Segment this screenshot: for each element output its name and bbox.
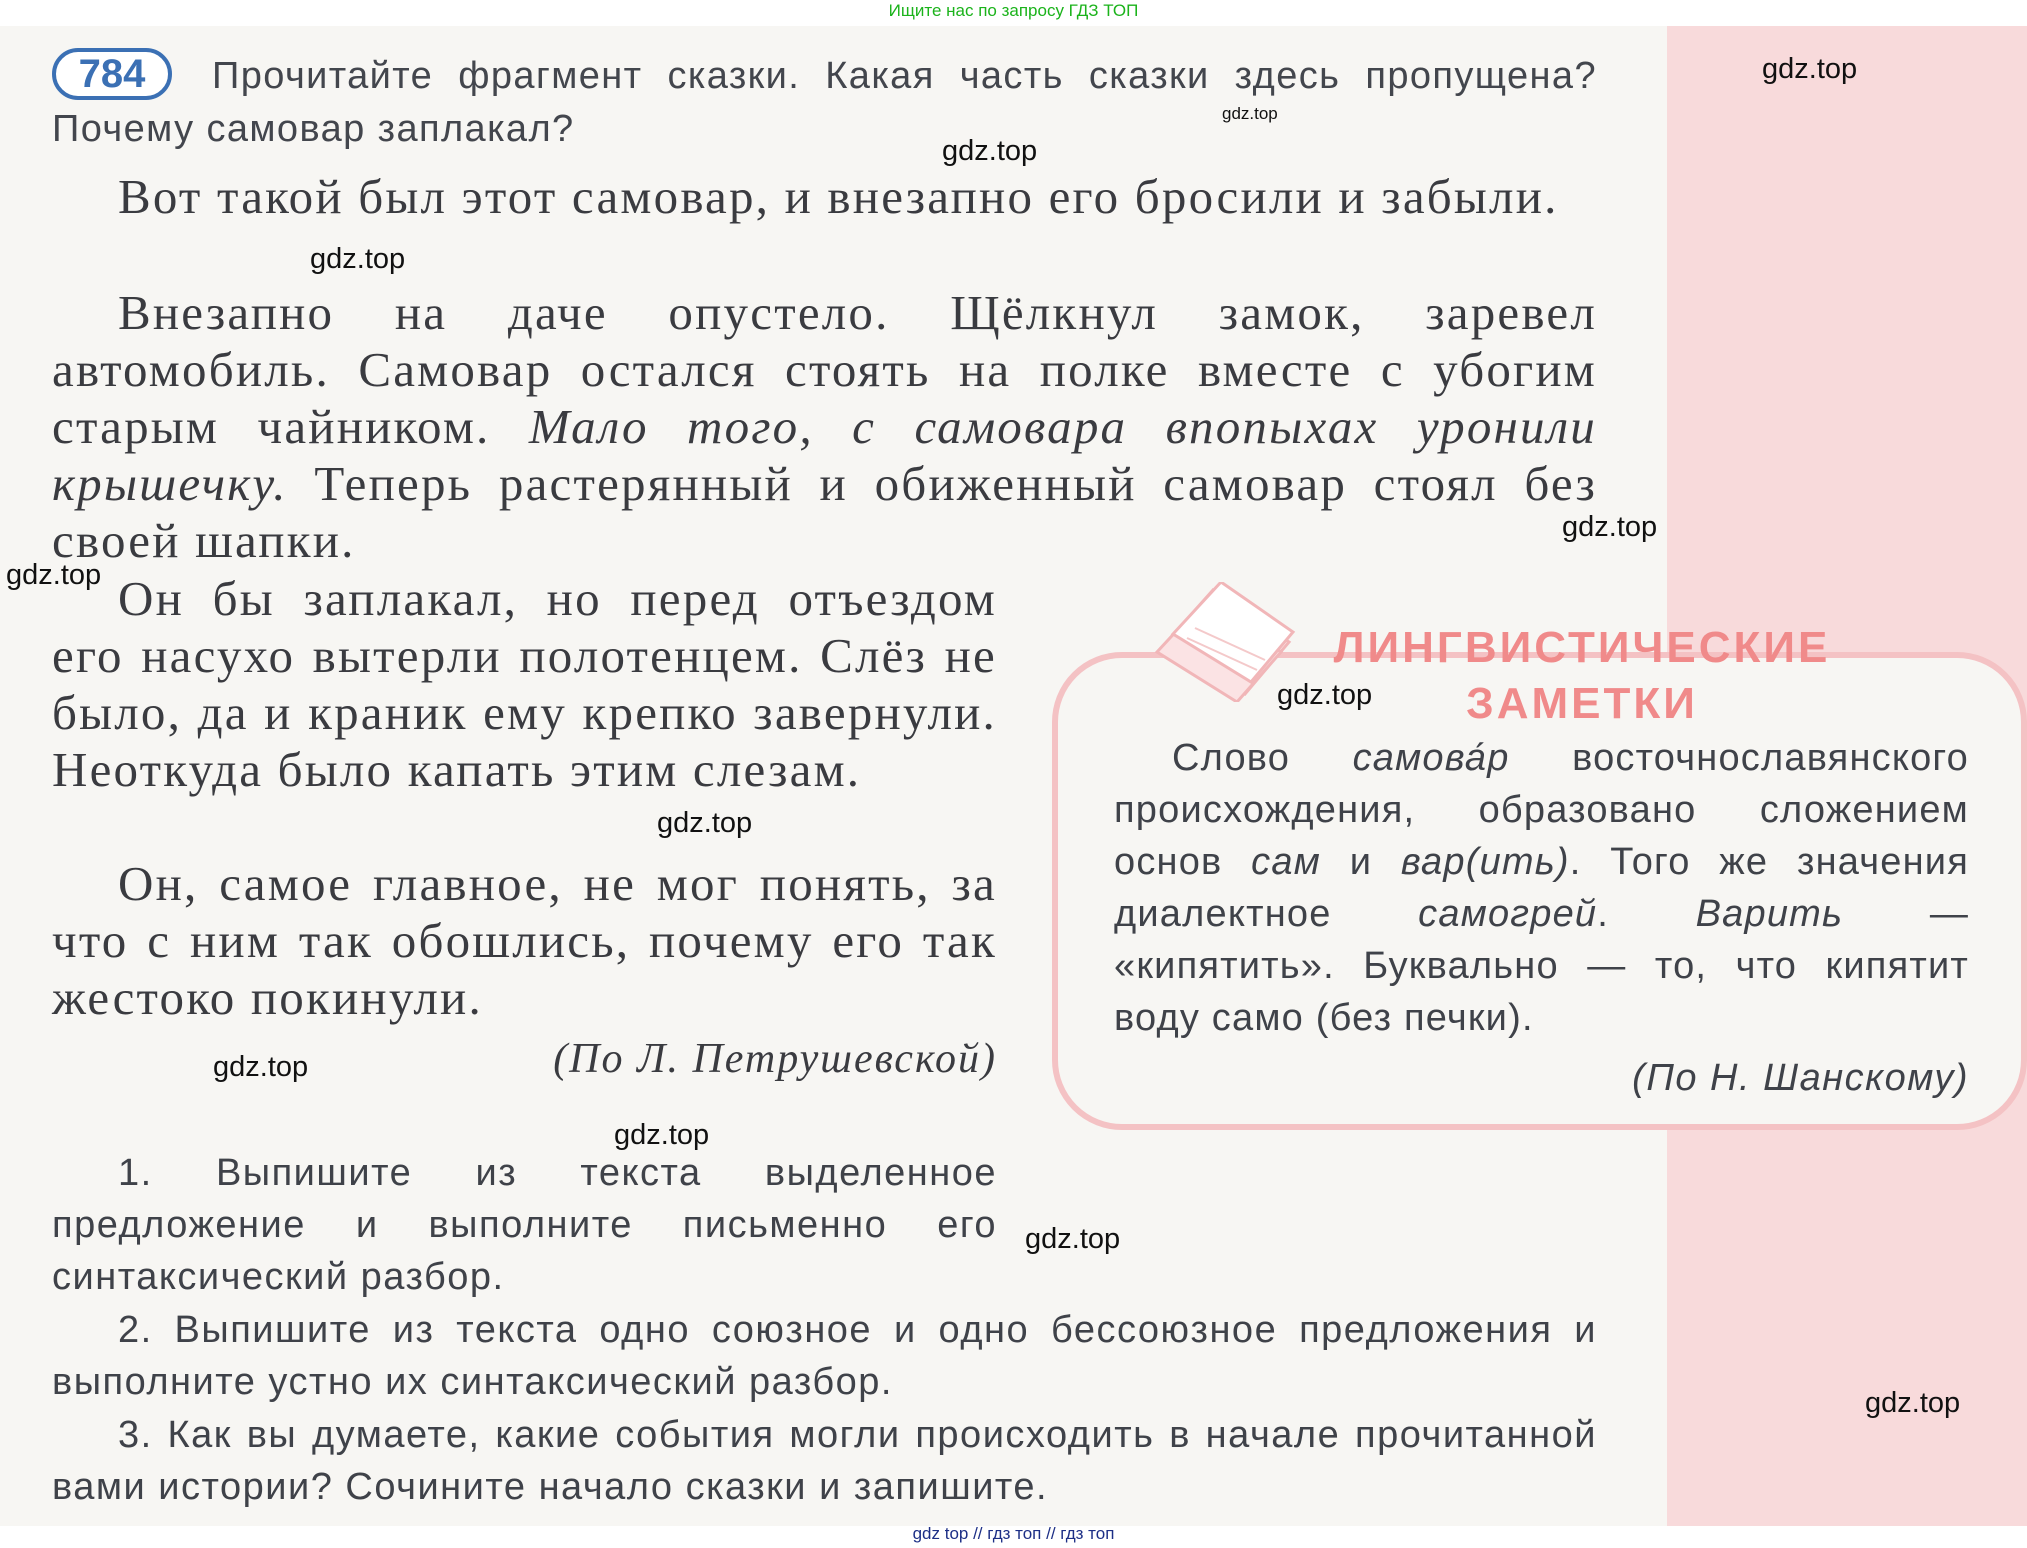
- notes-fragment: и: [1349, 841, 1373, 883]
- highlighted-sentence: Мало того, с самовара впопыхах уронили крышечку.: [52, 399, 1597, 511]
- watermark: gdz.top: [1865, 1387, 1961, 1419]
- paper-stack-icon: [1147, 582, 1297, 702]
- story-paragraph-2: [52, 284, 1597, 569]
- watermark: gdz.top: [1025, 1223, 1121, 1255]
- top-note: Ищите нас по запросу ГДЗ ТОП: [888, 1, 1139, 20]
- story-text: Вот такой был этот самовар, и внезапно его бросили и забыли.: [118, 169, 1559, 224]
- task-text: 1. Выпишите из текста выделенное предложение и выполните письменно его синтаксический разбор.: [52, 1152, 997, 1298]
- watermark: gdz.top: [6, 559, 102, 591]
- task-1: [52, 1147, 997, 1303]
- watermark: gdz.top: [942, 135, 1038, 167]
- notes-title-line-1: ЛИНГВИСТИЧЕСКИЕ: [1333, 623, 1831, 672]
- story-paragraph-3: [52, 570, 997, 798]
- watermark: gdz.top: [1222, 104, 1278, 123]
- task-text: 3. Как вы думаете, какие события могли происходить в начале прочитанной вами истории? Сочините начало сказки и запишите.: [52, 1414, 1597, 1508]
- task-text: 2. Выпишите из текста одно союзное и одно бессоюзное предложения и выполните устно их синтаксический разбор.: [52, 1309, 1597, 1403]
- story-text: Внезапно на даче опустело. Щёлкнул замок, заревел автомобиль. Самовар остался стоять на полке вместе с убогим старым чайником.: [52, 285, 1597, 454]
- notes-fragment: . Того же значения диалектное: [1114, 841, 1969, 935]
- story-text: Теперь растерянный и обиженный самовар стоял без своей шапки.: [52, 456, 1597, 568]
- watermark: gdz.top: [657, 807, 753, 839]
- footer-note: gdz top // гдз топ // гдз топ: [912, 1524, 1115, 1543]
- notes-fragment: Слово: [1172, 737, 1291, 779]
- notes-text: [1114, 732, 1969, 1044]
- notes-title: [1282, 620, 1882, 732]
- story-author: (По Л. Петрушевской): [553, 1036, 997, 1082]
- watermark: gdz.top: [310, 243, 406, 275]
- notes-fragment: восточнославянского происхождения, образовано сложением основ: [1114, 737, 1969, 883]
- notes-term: самова́р: [1352, 737, 1510, 779]
- story-paragraph-4: [52, 855, 997, 1026]
- story-text: Он бы заплакал, но перед отъездом его насухо вытерли полотенцем. Слёз не было, да и краник ему крепко завернули. Неоткуда было капать этим слезам.: [52, 571, 997, 797]
- notes-title-line-2: ЗАМЕТКИ: [1466, 679, 1698, 728]
- watermark: gdz.top: [614, 1119, 710, 1151]
- notes-author: (По Н. Шанскому): [1632, 1057, 1969, 1099]
- notes-term: вар(ить): [1400, 841, 1570, 883]
- task-3: [52, 1409, 1597, 1513]
- story-text: Он, самое главное, не мог понять, за что с ним так обошлись, почему его так жестоко покинули.: [52, 856, 997, 1025]
- linguistic-notes-box: [1052, 582, 2027, 1130]
- notes-term: Варить: [1695, 893, 1844, 935]
- watermark: gdz.top: [1277, 679, 1373, 711]
- notes-fragment: .: [1597, 893, 1609, 935]
- watermark: gdz.top: [1762, 53, 1858, 85]
- exercise-question: Прочитайте фрагмент сказки. Какая часть сказки здесь пропущена? Почему самовар заплакал?: [52, 55, 1597, 150]
- notes-term: сам: [1251, 841, 1321, 883]
- notes-term: самогрей: [1418, 893, 1598, 935]
- notes-fragment: — «кипятить». Буквально — то, что кипятит воду само (без печки).: [1114, 893, 1970, 1039]
- watermark: gdz.top: [213, 1051, 309, 1083]
- watermark: gdz.top: [1562, 511, 1658, 543]
- exercise-number: 784: [78, 52, 146, 96]
- task-2: [52, 1304, 1597, 1408]
- story-paragraph-1: [52, 168, 1597, 225]
